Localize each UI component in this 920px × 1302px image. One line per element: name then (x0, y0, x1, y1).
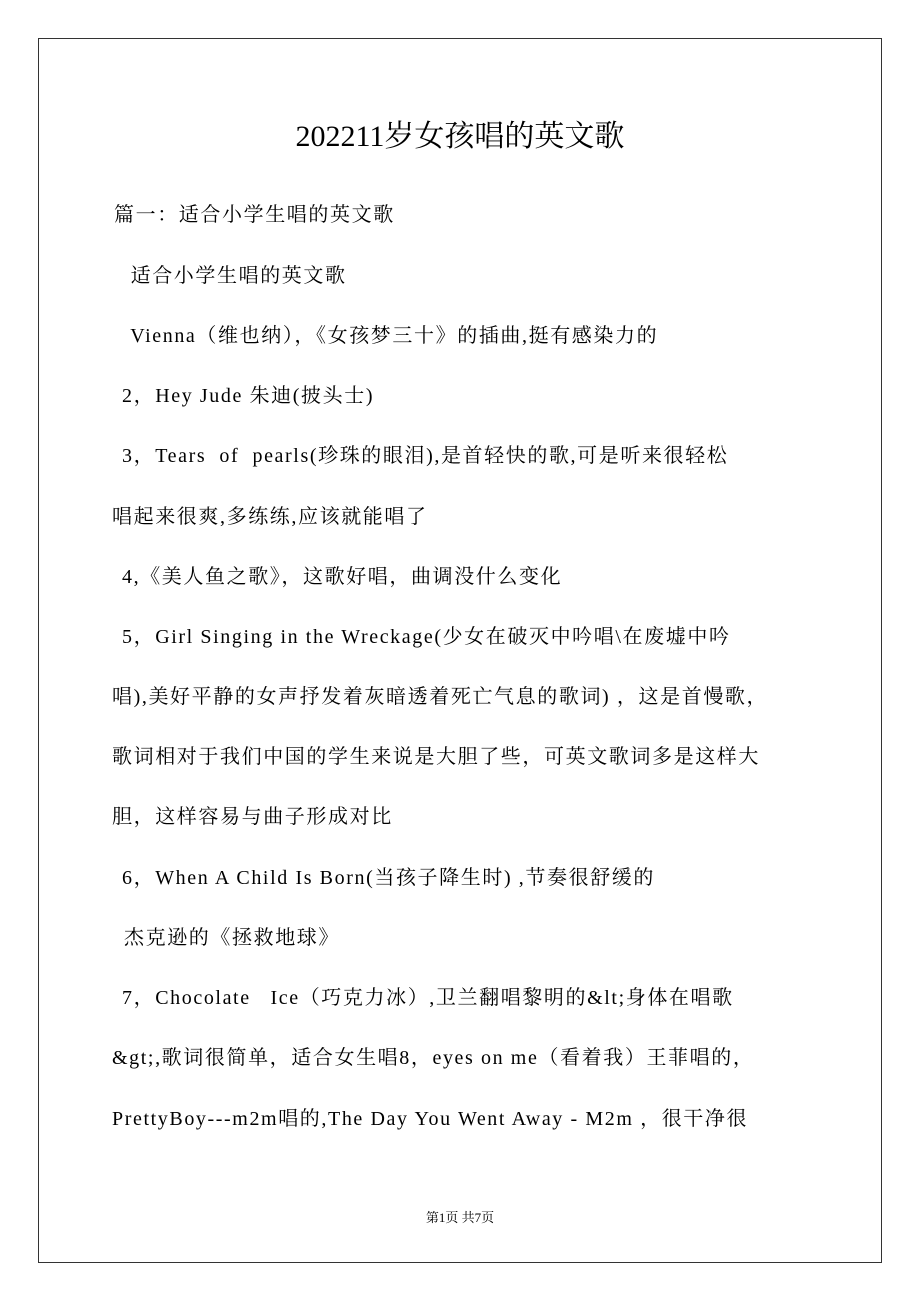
text-line: 适合小学生唱的英文歌 (124, 265, 347, 287)
text-line: 唱),美好平静的女声抒发着灰暗透着死亡气息的歌词) ，这是首慢歌， (112, 686, 769, 708)
text-line: 篇一：适合小学生唱的英文歌 (114, 204, 395, 226)
document-title: 202211岁女孩唱的英文歌 (295, 120, 625, 153)
text-line: 3，Tears of pearls(珍珠的眼泪),是首轻快的歌,可是听来很轻松 (122, 445, 729, 467)
text-line: 4,《美人鱼之歌》，这歌好唱，曲调没什么变化 (122, 566, 563, 588)
page-footer: 第1页 共7页 (425, 1210, 495, 1225)
text-line: &gt;,歌词很简单，适合女生唱8，eyes on me（看着我）王菲唱的， (112, 1047, 755, 1069)
text-line: 唱起来很爽,多练练,应该就能唱了 (112, 506, 428, 528)
text-line: Vienna（维也纳），《女孩梦三十》的插曲,挺有感染力的 (124, 325, 659, 347)
text-line: PrettyBoy---m2m唱的,The Day You Went Away - M2m ，很干净很 (112, 1108, 749, 1130)
text-line: 歌词相对于我们中国的学生来说是大胆了些，可英文歌词多是这样大 (112, 746, 760, 768)
text-line: 2，Hey Jude 朱迪(披头士) (122, 385, 375, 407)
text-line: 6，When A Child Is Born(当孩子降生时) ,节奏很舒缓的 (122, 867, 656, 889)
text-line: 5，Girl Singing in the Wreckage(少女在破灭中吟唱\在废墟中吟 (122, 626, 731, 648)
text-line: 7，Chocolate Ice（巧克力冰）,卫兰翻唱黎明的&lt;身体在唱歌 (122, 987, 734, 1009)
text-line: 胆，这样容易与曲子形成对比 (112, 806, 393, 828)
text-line: 杰克逊的《拯救地球》 (124, 927, 340, 949)
